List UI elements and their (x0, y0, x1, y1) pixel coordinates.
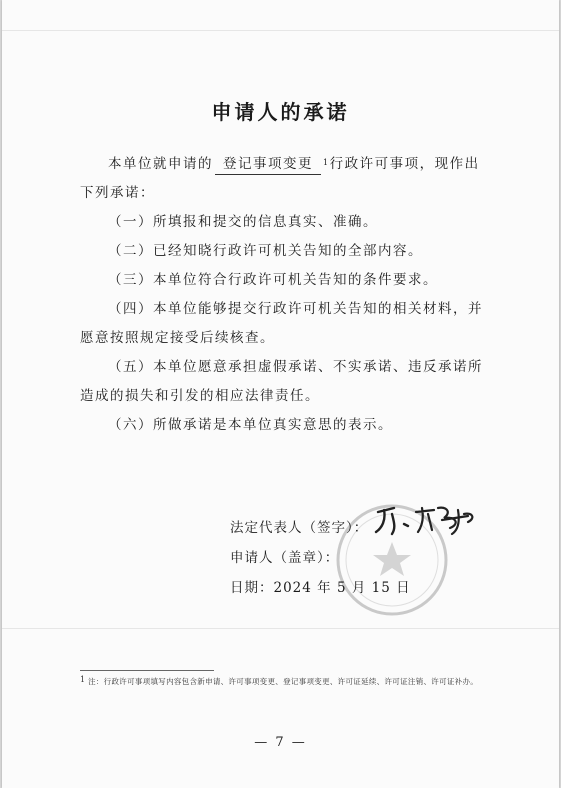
footnote-divider (80, 670, 214, 671)
footnote-mark: 1 (80, 675, 86, 684)
promise-item-4-cont: 愿意按照规定接受后续核查。 (80, 330, 275, 346)
handwritten-signature (372, 498, 492, 538)
intro-line-2: 下列承诺： (80, 185, 155, 201)
footnote (80, 676, 500, 688)
promise-item-5: （五）本单位愿意承担虚假承诺、不实承诺、违反承诺所 (108, 359, 483, 375)
promise-item-3: （三）本单位符合行政许可机关告知的条件要求。 (108, 272, 438, 288)
footnote-ref: 1 (323, 158, 330, 167)
footnote-text: 注：行政许可事项填写内容包含新申请、许可事项变更、登记事项变更、许可证延续、许可证注销、许可证补办。 (88, 677, 479, 686)
promise-item-1: （一）所填报和提交的信息真实、准确。 (108, 214, 378, 230)
document-page (2, 0, 559, 788)
signature-label: 法定代表人（签字）： (230, 520, 369, 536)
intro-paragraph (80, 150, 528, 179)
intro-suffix: 行政许可事项，现作出 (329, 156, 480, 172)
date-line: 日期：2024 年 5 月 15 日 (230, 580, 411, 596)
promise-item-5-cont: 造成的损失和引发的相应法律责任。 (80, 388, 320, 404)
applicant-seal-label: 申请人（盖章）： (230, 550, 340, 566)
promise-item-4: （四）本单位能够提交行政许可机关告知的相关材料，并 (108, 301, 483, 317)
intro-prefix: 本单位就申请的 (108, 156, 213, 172)
page-number: — 7 — (254, 735, 307, 750)
promise-item-2: （二）已经知晓行政许可机关告知的全部内容。 (108, 243, 423, 259)
filled-blank-item: 登记事项变更 (215, 154, 321, 175)
scan-edge-line-2 (2, 628, 559, 629)
page-title: 申请人的承诺 (211, 100, 350, 124)
promise-item-6: （六）所做承诺是本单位真实意思的表示。 (108, 417, 393, 433)
scan-edge-line (2, 30, 559, 31)
